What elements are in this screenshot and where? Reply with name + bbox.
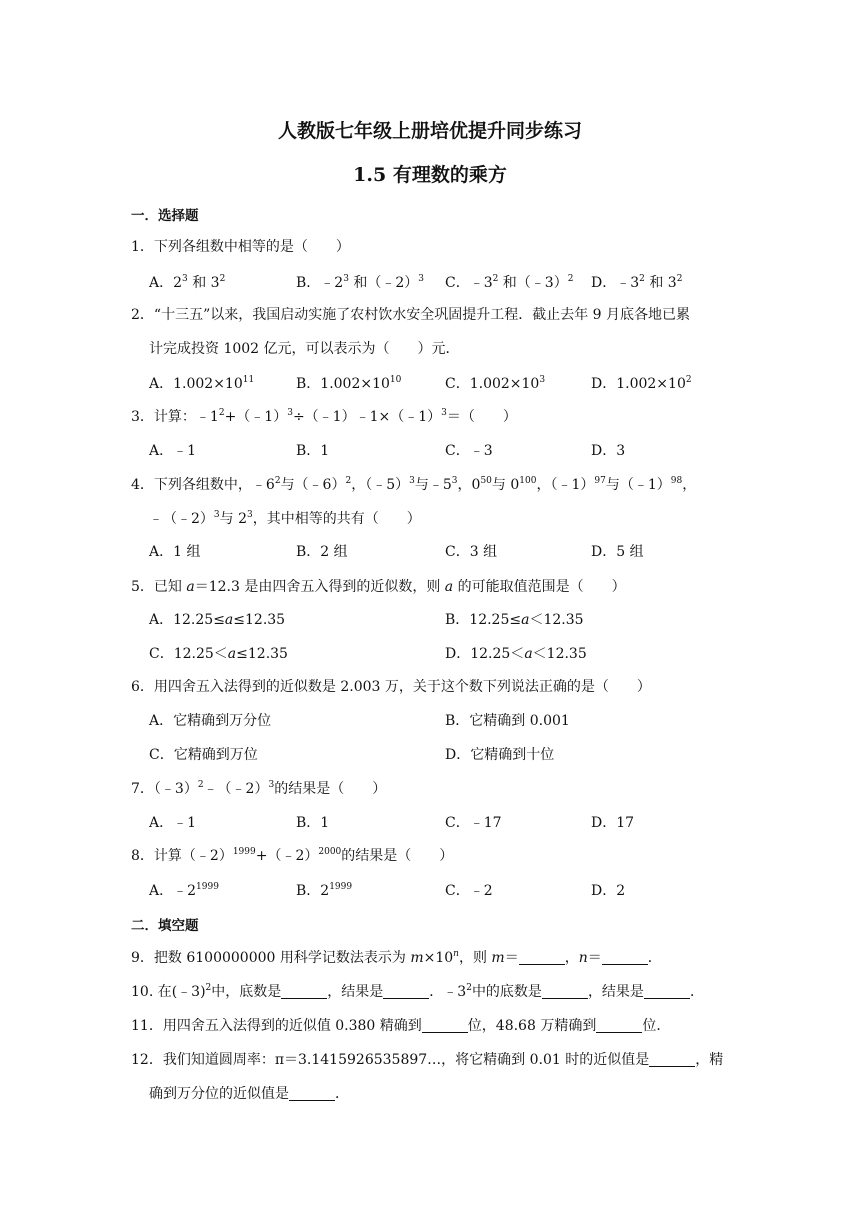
q8-option-a: A．$﹣2^{1999}$ [149, 882, 219, 899]
q4-option-b: B．2 组 [296, 544, 348, 560]
q1-option-b: B．$﹣2^3$ 和（﹣2）$^3$ [296, 274, 425, 291]
q5-option-a: A．12.25≤a≤12.35 [149, 612, 286, 628]
question-9: 9．把数 6100000000 用科学记数法表示为 $m\times 10^n$，则 m＝ ，n＝ ． [131, 949, 662, 966]
question-6: 6．用四舍五入法得到的近似数是 2.003 万，关于这个数下列说法正确的是（ ） [131, 679, 651, 695]
q5-option-c: C．12.25＜a≤12.35 [149, 646, 288, 662]
document-subtitle: 1.5 有理数的乘方 [353, 164, 507, 186]
q4-option-a: A．1 组 [149, 544, 201, 560]
question-10: 10. 在(﹣3)$^2$中，底数是 ，结果是 ．$﹣3^2$中的底数是 ，结果是 ． [131, 983, 704, 1000]
answer-blank[interactable] [281, 984, 327, 999]
q7-option-c: C．﹣17 [445, 815, 502, 831]
q3-option-b: B．1 [296, 443, 330, 459]
q7-option-d: D．17 [591, 815, 635, 831]
q7-option-b: B．1 [296, 815, 330, 831]
q5-option-b: B．12.25≤a＜12.35 [445, 612, 584, 628]
q8-option-b: B．$2^{1999}$ [296, 882, 353, 899]
answer-blank[interactable] [649, 1052, 695, 1067]
question-11: 11．用四舍五入法得到的近似值 0.380 精确到 位，48.68 万精确到 位． [131, 1018, 671, 1034]
question-12-line-1: 12．我们知道圆周率：π＝3.1415926535897…，将它精确到 0.01 时的近似值是 ，精 [131, 1052, 724, 1068]
answer-blank[interactable] [542, 984, 588, 999]
q6-option-d: D．它精确到十位 [445, 747, 555, 763]
answer-blank[interactable] [289, 1086, 335, 1101]
question-2-line-2: 计完成投资 1002 亿元，可以表示为（ ）元． [149, 341, 460, 357]
answer-blank[interactable] [383, 984, 429, 999]
q1-option-d: D．$﹣3^2$ 和 $3^2$ [591, 274, 683, 291]
q1-option-c: C．$﹣3^2$ 和（﹣3）$^2$ [445, 274, 574, 291]
answer-blank[interactable] [422, 1018, 468, 1033]
question-4-line-1: 4．下列各组数中，$﹣6^2$与（﹣6）$^2$，（﹣5）$^3$与$﹣5^3$，$0^{50}$与 $0^{100}$，（﹣1）$^{97}$与（﹣1）$^{98}$， [131, 476, 697, 493]
q6-option-c: C．它精确到万位 [149, 747, 258, 763]
section-choice: 一．选择题 [131, 208, 199, 224]
answer-blank[interactable] [644, 984, 690, 999]
q2-option-b: B．$1.002\times 10^{10}$ [296, 375, 402, 392]
q5-option-d: D．12.25＜a＜12.35 [445, 646, 587, 662]
answer-blank[interactable] [519, 950, 565, 965]
q3-option-c: C．﹣3 [445, 443, 493, 459]
q4-option-c: C．3 组 [445, 544, 498, 560]
q6-option-a: A．它精确到万分位 [149, 713, 272, 729]
q2-option-d: D．$1.002\times 10^2$ [591, 375, 692, 392]
q3-option-d: D．3 [591, 443, 626, 459]
question-1: 1．下列各组数中相等的是（ ） [131, 239, 350, 255]
document-title: 人教版七年级上册培优提升同步练习 [277, 120, 582, 142]
answer-blank[interactable] [602, 950, 648, 965]
q2-option-a: A．$1.002\times 10^{11}$ [149, 375, 255, 392]
question-5: 5．已知 a＝12.3 是由四舍五入得到的近似数，则 a 的可能取值范围是（ ） [131, 579, 626, 595]
q7-option-a: A．﹣1 [149, 815, 197, 831]
question-3: 3．计算：$﹣1^2+(﹣1)^3\div(﹣1)﹣1\times(﹣1)^3=$（ ） [131, 408, 517, 425]
answer-blank[interactable] [596, 1018, 642, 1033]
q2-option-c: C．$1.002\times 10^3$ [445, 375, 546, 392]
q3-option-a: A．﹣1 [149, 443, 197, 459]
question-8: 8．计算（﹣2）$^{1999}$+（﹣2）$^{2000}$的结果是（ ） [131, 847, 454, 864]
q8-option-d: D．2 [591, 883, 626, 899]
question-7: 7．（﹣3）$^2$﹣（﹣2）$^3$的结果是（ ） [131, 780, 387, 797]
question-4-line-2: ﹣（﹣2）$^3$与 $2^3$，其中相等的共有（ ） [149, 510, 421, 527]
q6-option-b: B．它精确到 0.001 [445, 713, 570, 729]
q1-option-a: A．$2^3$ 和 $3^2$ [149, 274, 226, 291]
q4-option-d: D．5 组 [591, 544, 644, 560]
question-2-line-1: 2．“十三五”以来，我国启动实施了农村饮水安全巩固提升工程．截止去年 9 月底各地已累 [131, 307, 691, 323]
q8-option-c: C．﹣2 [445, 883, 493, 899]
question-12-line-2: 确到万分位的近似值是 ． [149, 1086, 349, 1102]
section-fill: 二．填空题 [131, 918, 199, 934]
